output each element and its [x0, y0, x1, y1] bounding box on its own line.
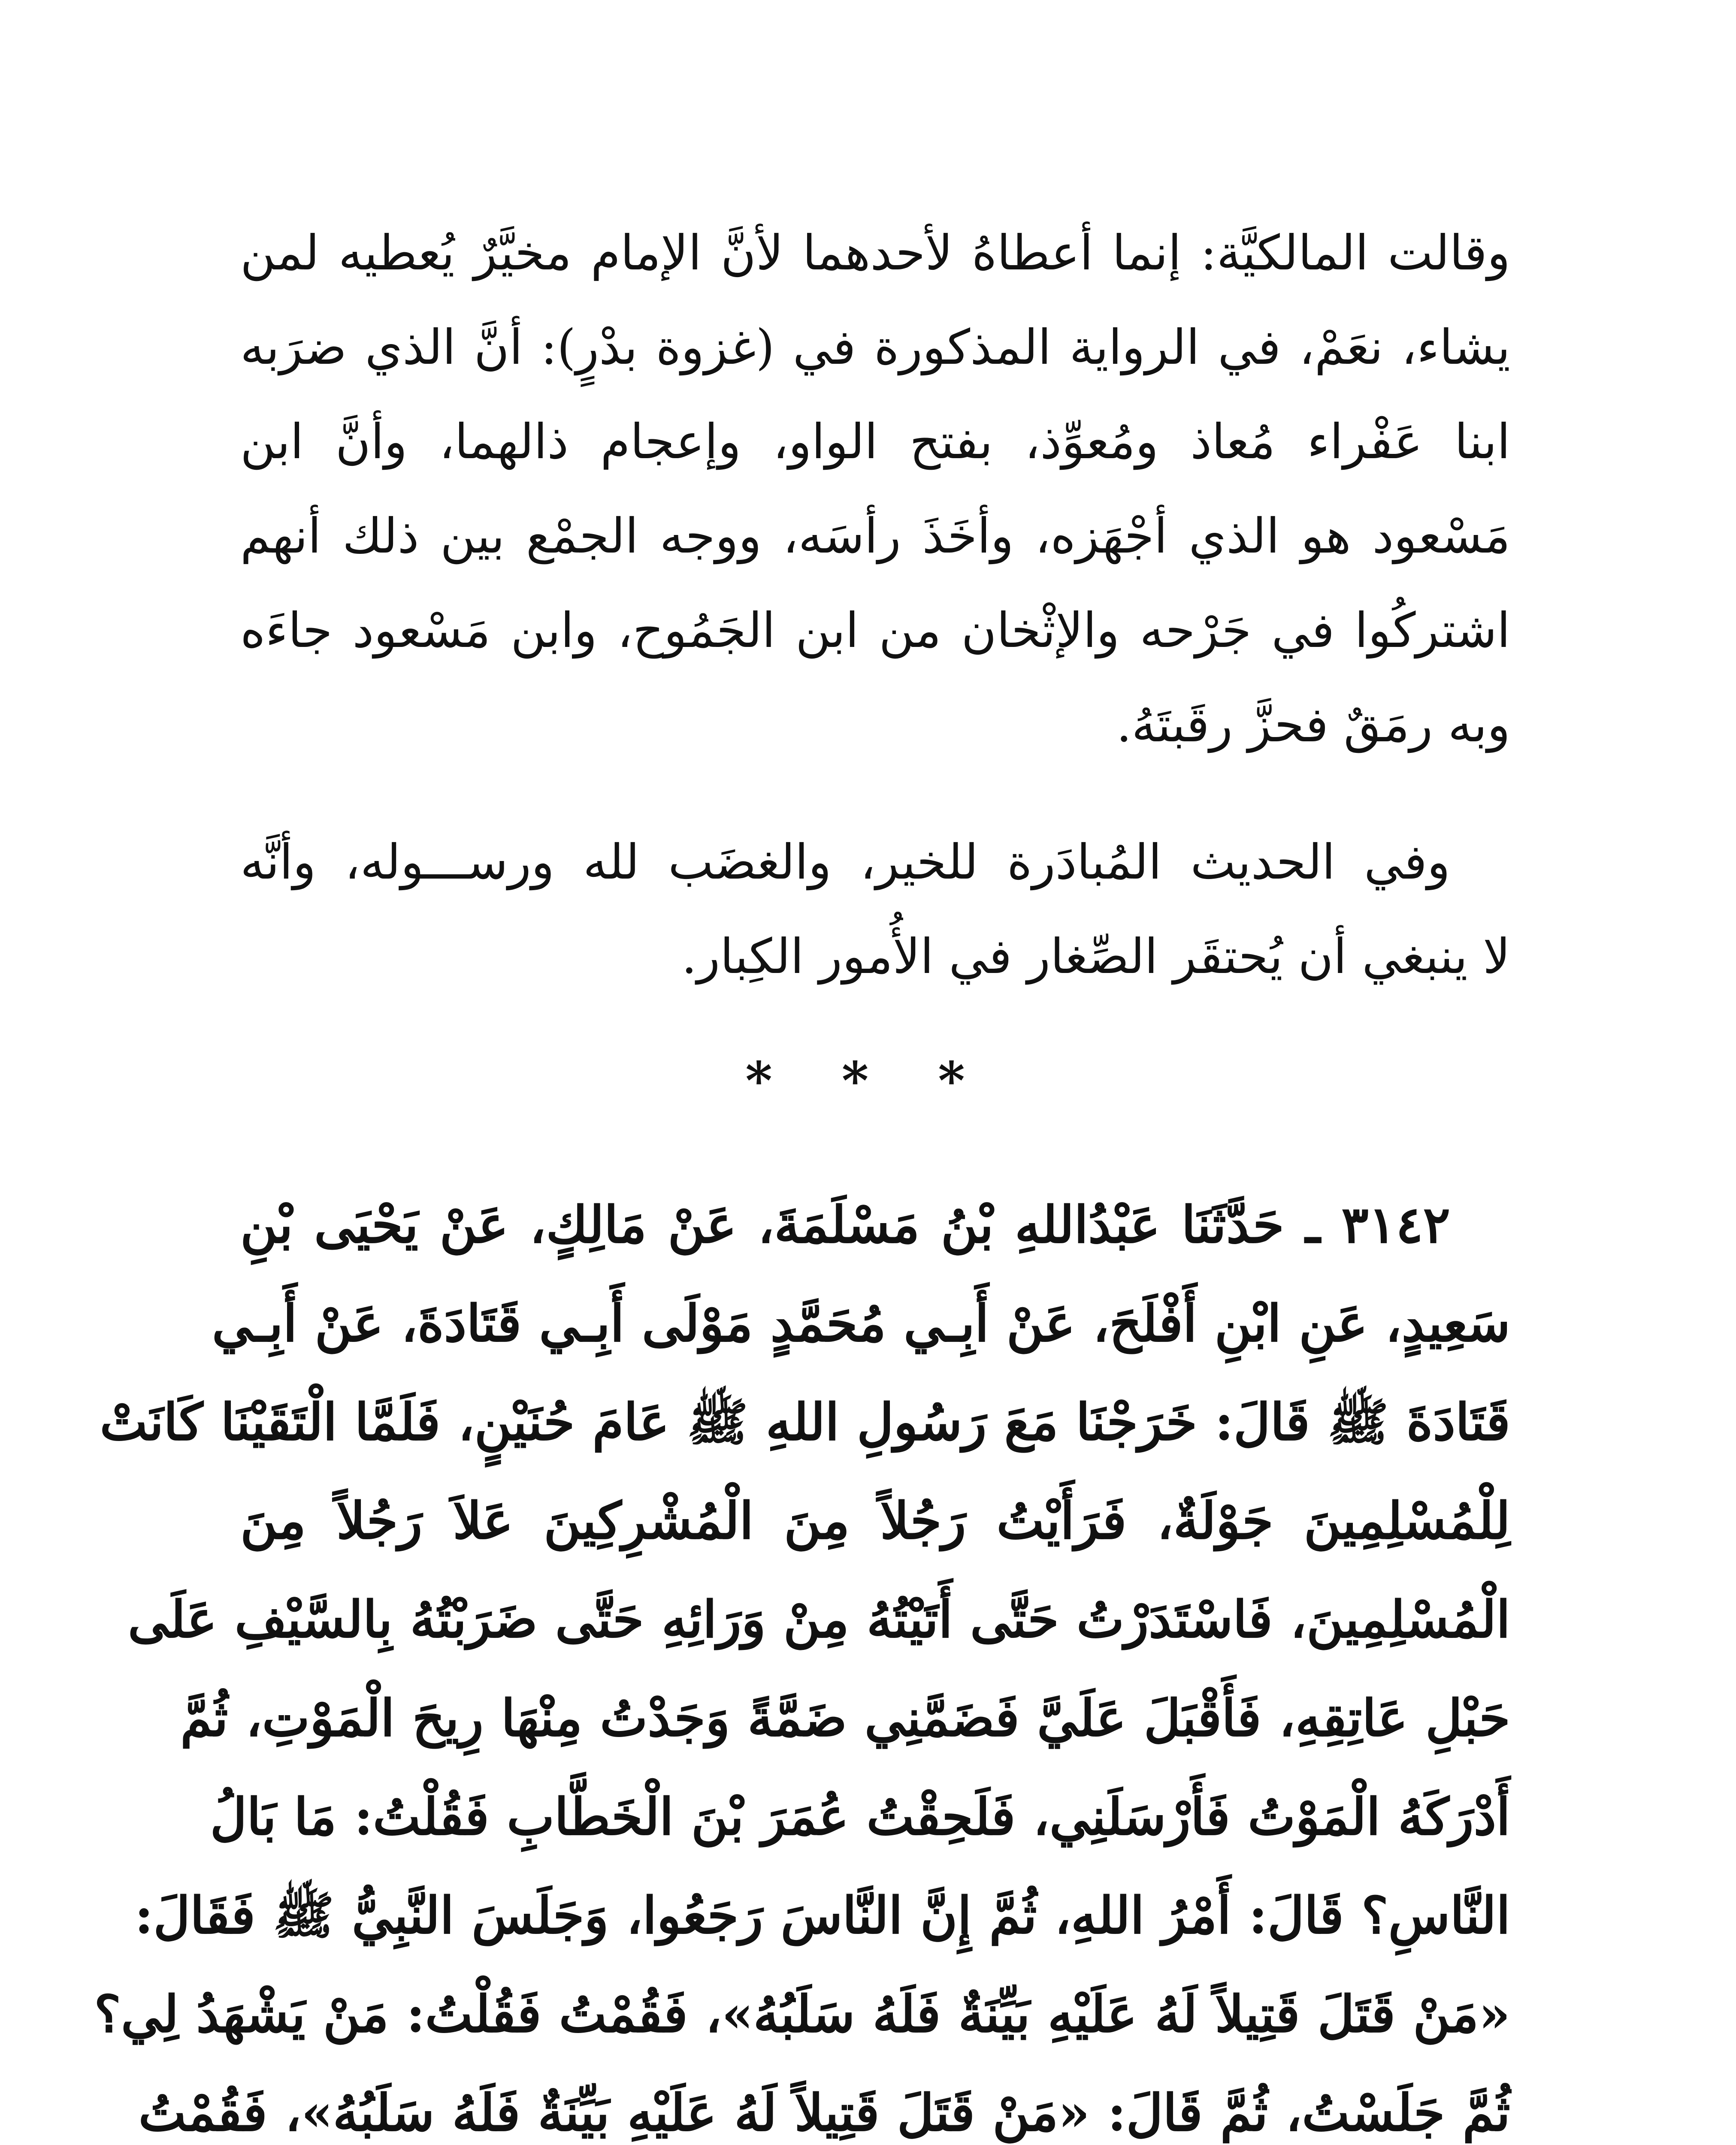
- hadith-line: أَدْرَكَهُ الْمَوْتُ فَأَرْسَلَنِي، فَلَحِقْتُ عُمَرَ بْنَ الْخَطَّابِ فَقُلْتُ: مَا بَالُ: [210, 1787, 1510, 1846]
- hadith-line: الْمُسْلِمِينَ، فَاسْتَدَرْتُ حَتَّى أَتَيْتُهُ مِنْ وَرَائِهِ حَتَّى ضَرَبْتُهُ بِالسَّيْفِ عَلَى: [127, 1589, 1510, 1649]
- section-separator: * * *: [745, 1051, 991, 1111]
- hadith-line: ٣١٤٢ ـ حَدَّثَنَا عَبْدُاللهِ بْنُ مَسْلَمَةَ، عَنْ مَالِكٍ، عَنْ يَحْيَى بْنِ: [240, 1195, 1450, 1254]
- hadith-text: [94, 1175, 1510, 2145]
- hadith-line: النَّاسِ؟ قَالَ: أَمْرُ اللهِ، ثُمَّ إِنَّ النَّاسَ رَجَعُوا، وَجَلَسَ النَّبِيُّ ﷺ فَقَالَ:: [134, 1885, 1510, 1945]
- hadith-line: ثُمَّ جَلَسْتُ، ثُمَّ قَالَ: «مَنْ قَتَلَ قَتِيلاً لَهُ عَلَيْهِ بَيِّنَةٌ فَلَهُ سَلَبُهُ»، فَقُمْتُ: [138, 2083, 1510, 2142]
- hadith-line: حَبْلِ عَاتِقِهِ، فَأَقْبَلَ عَلَيَّ فَضَمَّنِي ضَمَّةً وَجَدْتُ مِنْهَا رِيحَ الْمَوْتِ، ثُمَّ: [180, 1688, 1510, 1748]
- commentary-paragraph-2: [240, 815, 1510, 1004]
- hadith-line: لِلْمُسْلِمِينَ جَوْلَةٌ، فَرَأَيْتُ رَجُلاً مِنَ الْمُشْرِكِينَ عَلاَ رَجُلاً مِنَ: [240, 1491, 1510, 1550]
- commentary-line: وفي الحديث المُبادَرة للخير، والغضَب لله ورســـوله، وأنَّه: [240, 834, 1450, 890]
- commentary-line: اشتركُوا في جَرْحه والإثْخان من ابن الجَمُوح، وابن مَسْعود جاءَه: [240, 603, 1510, 659]
- hadith-line: سَعِيدٍ، عَنِ ابْنِ أَفْلَحَ، عَنْ أَبِـي مُحَمَّدٍ مَوْلَى أَبِـي قَتَادَةَ، عَنْ أَبِـي: [212, 1293, 1510, 1353]
- commentary-line: وقالت المالكيَّة: إنما أعطاهُ لأحدهما لأنَّ الإمام مخيَّرٌ يُعطيه لمن: [240, 225, 1510, 281]
- hadith-line: «مَنْ قَتَلَ قَتِيلاً لَهُ عَلَيْهِ بَيِّنَةٌ فَلَهُ سَلَبُهُ»، فَقُمْتُ فَقُلْتُ: مَنْ يَشْهَدُ لِي؟: [94, 1984, 1510, 2044]
- commentary-line: يشاء، نعَمْ، في الرواية المذكورة في (غزوة بدْرٍ): أنَّ الذي ضرَبه: [240, 320, 1510, 375]
- commentary-paragraph-1: [240, 206, 1510, 772]
- hadith-line: قَتَادَةَ ﷺ قَالَ: خَرَجْنَا مَعَ رَسُولِ اللهِ ﷺ عَامَ حُنَيْنٍ، فَلَمَّا الْتَقَيْنَا كَانَتْ: [100, 1392, 1510, 1452]
- commentary-line: مَسْعود هو الذي أجْهَزه، وأخَذَ رأسَه، ووجه الجمْع بين ذلك أنهم: [240, 508, 1510, 564]
- commentary-line: وبه رمَقٌ فحزَّ رقَبتَهُ.: [1116, 697, 1510, 753]
- commentary-line: لا ينبغي أن يُحتقَر الصِّغار في الأُمور الكِبار.: [681, 929, 1510, 985]
- commentary-line: ابنا عَفْراء مُعاذ ومُعوِّذ، بفتح الواو، وإعجام ذالهما، وأنَّ ابن: [240, 414, 1510, 470]
